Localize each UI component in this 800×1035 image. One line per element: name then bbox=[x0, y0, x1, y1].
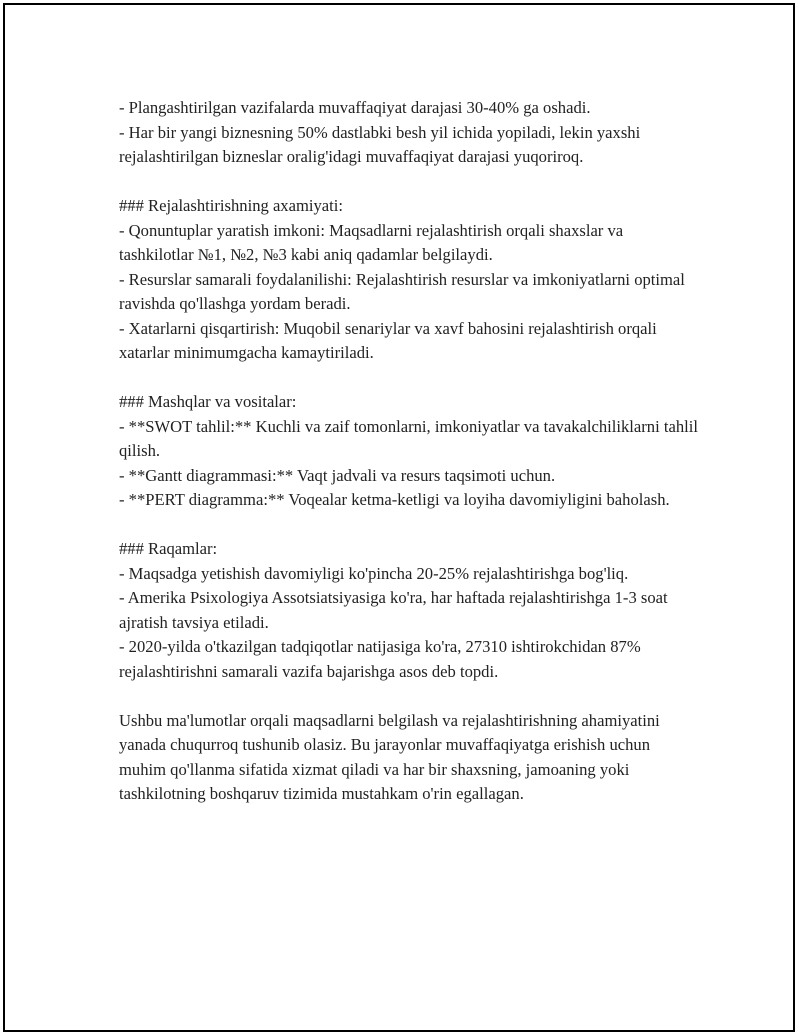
section-heading: ### Rejalashtirishning axamiyati: bbox=[119, 196, 343, 215]
document-page bbox=[3, 3, 795, 1032]
conclusion-paragraph: Ushbu ma'lumotlar orqali maqsadlarni belgilash va rejalashtirishning ahamiyatini yanada chuqurroq tushunib olasiz. Bu jarayonlar muvaffaqiyatga erishish uchun muhim qo'llanma sifatida xizmat qiladi va har bir shaxsning, jamoaning yoki tashkilotning boshqaruv tizimida mustahkam o'rin egallagan. bbox=[119, 710, 660, 803]
list-item: - Amerika Psixologiya Assotsiatsiyasiga ko'ra, har haftada rejalashtirishga 1-3 soat ajratish tavsiya etiladi. bbox=[119, 588, 668, 632]
paragraph-gap bbox=[119, 170, 699, 195]
list-item: - **SWOT tahlil:** Kuchli va zaif tomonlarni, imkoniyatlar va tavakalchiliklarni tahlil qilish. bbox=[119, 416, 698, 460]
list-item: - Maqsadga yetishish davomiyligi ko'pincha 20-25% rejalashtirishga bog'liq. bbox=[119, 563, 629, 583]
paragraph: - Plangashtirilgan vazifalarda muvaffaqiyat darajasi 30-40% ga oshadi. bbox=[119, 98, 591, 117]
list-item: - **PERT diagramma:** Voqealar ketma-ketligi va loyiha davomiyligini baholash. bbox=[119, 490, 670, 509]
list-item: - 2020-yilda o'tkazilgan tadqiqotlar natijasiga ko'ra, 27310 ishtirokchidan 87% rejalashtirishni samarali vazifa bajarishga asos deb topdi. bbox=[119, 637, 641, 681]
list-item: - Resurslar samarali foydalanilishi: Rejalashtirish resurslar va imkoniyatlarni optimal ravishda qo'llashga yordam beradi. bbox=[119, 269, 685, 313]
list-item: - Xatarlarni qisqartirish: Muqobil senariylar va xavf bahosini rejalashtirish orqali xatarlar minimumgacha kamaytiriladi. bbox=[119, 318, 657, 362]
section-heading: ### Raqamlar: bbox=[119, 539, 218, 558]
paragraph-gap bbox=[119, 513, 699, 538]
list-item: - Qonuntuplar yaratish imkoni: Maqsadlarni rejalashtirish orqali shaxslar va tashkilotlar №1, №2, №3 kabi aniq qadamlar belgilaydi. bbox=[119, 220, 624, 264]
section-heading: ### Mashqlar va vositalar: bbox=[119, 392, 297, 411]
list-item: - **Gantt diagrammasi:** Vaqt jadvali va resurs taqsimoti uchun. bbox=[119, 465, 556, 485]
paragraph: - Har bir yangi biznesning 50% dastlabki besh yil ichida yopiladi, lekin yaxshi rejalashtirilgan bizneslar oralig'idagi muvaffaqiyat darajasi yuqoriroq. bbox=[119, 122, 641, 166]
paragraph-gap bbox=[119, 684, 699, 709]
paragraph-gap bbox=[119, 366, 699, 391]
document-body bbox=[119, 96, 699, 807]
